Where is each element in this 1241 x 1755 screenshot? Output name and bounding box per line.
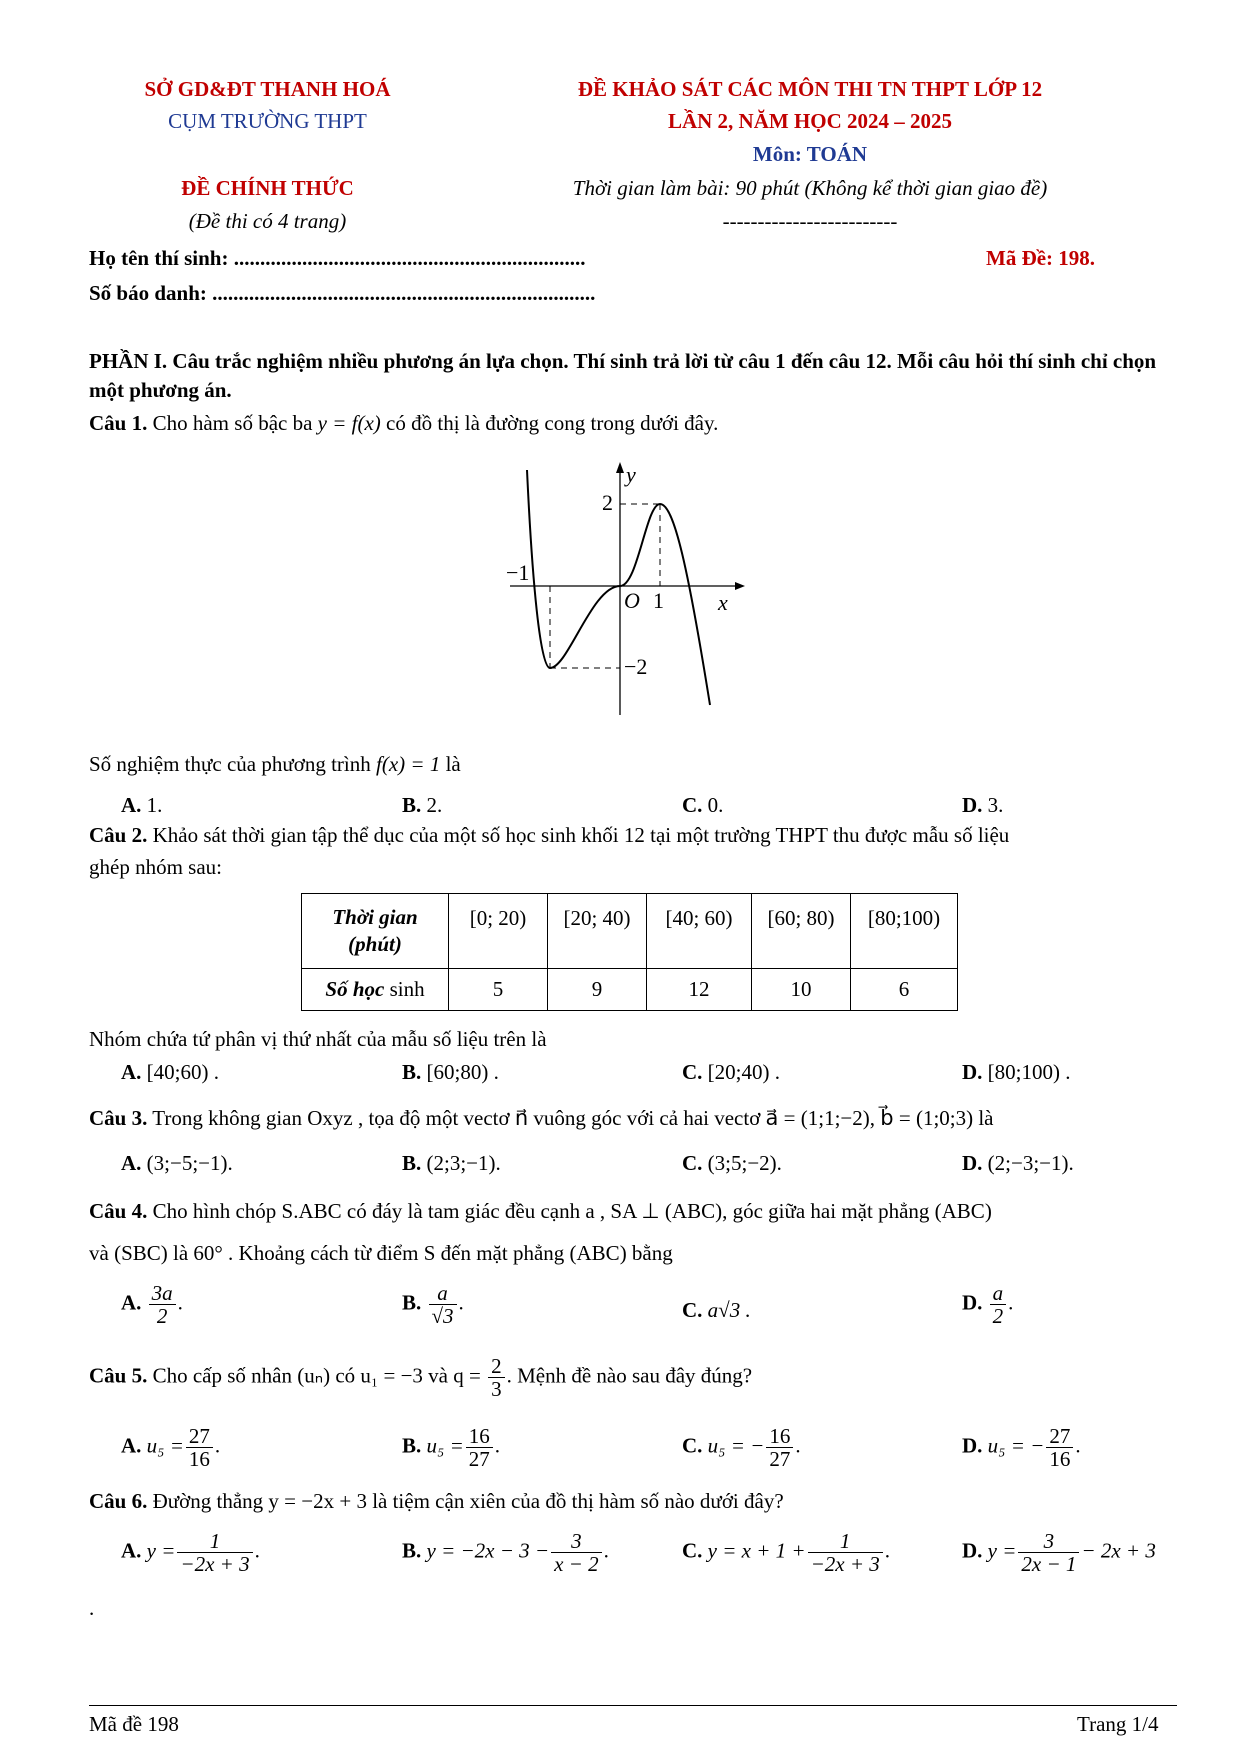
header-unit: (phút) [348, 932, 402, 956]
q6-option-a[interactable] [121, 1530, 260, 1575]
numerator: 1 [808, 1530, 883, 1553]
option-text: (2;3;−1). [426, 1151, 501, 1175]
fraction [1018, 1530, 1079, 1575]
question-text: có đồ thị là đường cong trong dưới đây. [386, 411, 719, 435]
question-text: Đường thẳng y = −2x + 3 là tiệm cận xiên của đồ thị hàm số nào dưới đây? [152, 1489, 784, 1513]
denominator: x − 2 [554, 1552, 599, 1577]
q3-option-d[interactable] [962, 1151, 1074, 1176]
footer-divider [89, 1705, 1177, 1706]
question-6 [89, 1489, 784, 1514]
option-tail: . [884, 1538, 890, 1563]
option-letter: B. [402, 1290, 422, 1315]
option-pre: y = x + 1 + [707, 1538, 806, 1563]
q3-option-b[interactable] [402, 1151, 501, 1176]
option-tail: − 2x + 3 [1081, 1538, 1156, 1563]
fraction [149, 1282, 176, 1327]
option-letter: B. [402, 793, 422, 817]
option-pre: u₅ = − [987, 1433, 1045, 1458]
interval-cell: [60; 80) [752, 894, 851, 969]
denominator: 2 [156, 1304, 168, 1329]
option-pre: u₅ = [426, 1433, 464, 1458]
q6-option-c[interactable] [682, 1530, 890, 1575]
footer-exam-code: Mã đề 198 [89, 1712, 179, 1736]
fraction [808, 1530, 883, 1575]
q2-prompt: Nhóm chứa tứ phân vị thứ nhất của mẫu số liệu trên là [89, 1027, 547, 1051]
denominator: 3 [491, 1377, 502, 1402]
option-pre: y = [987, 1538, 1017, 1563]
option-letter: D. [962, 1151, 983, 1175]
option-letter: A. [121, 1151, 142, 1175]
option-text: a√3 . [707, 1298, 751, 1322]
fraction [990, 1282, 1007, 1327]
denominator: 2x − 1 [1021, 1552, 1077, 1577]
stray-dot: . [89, 1596, 95, 1620]
q5-option-a[interactable] [121, 1425, 220, 1470]
question-text: Khảo sát thời gian tập thể dục của một số học sinh khối 12 tại một trường THPT thu được mẫu số liệu [152, 823, 1010, 847]
row-label-plain: sinh [389, 977, 425, 1001]
option-tail: . [603, 1538, 609, 1563]
count-cell: 6 [851, 969, 958, 1011]
question-text: Cho hình chóp S.ABC có đáy là tam giác đều cạnh a , SA ⊥ (ABC), góc giữa hai mặt phẳng (ABC) [152, 1199, 992, 1223]
count-cell: 9 [548, 969, 647, 1011]
subject-label: Môn: TOÁN [752, 142, 868, 166]
interval-cell: [0; 20) [449, 894, 548, 969]
option-letter: C. [682, 1538, 703, 1563]
option-letter: D. [962, 1433, 983, 1458]
question-1 [89, 411, 718, 436]
question-4 [89, 1199, 992, 1224]
option-letter: A. [121, 1538, 142, 1563]
question-label: Câu 1. [89, 411, 148, 435]
q4-option-b[interactable] [402, 1282, 464, 1327]
q5-option-d[interactable] [962, 1425, 1081, 1470]
option-letter: C. [682, 1060, 703, 1084]
option-letter: D. [962, 793, 983, 817]
denominator: 16 [1049, 1447, 1071, 1472]
fraction [766, 1425, 793, 1470]
question-label: Câu 2. [89, 823, 148, 847]
question-2 [89, 823, 1009, 848]
option-text: 2. [426, 793, 443, 817]
option-tail: . [494, 1433, 500, 1458]
option-tail: . [1075, 1433, 1081, 1458]
cubic-function-graph [506, 458, 770, 718]
q5-option-b[interactable] [402, 1425, 500, 1470]
q2-option-d[interactable] [962, 1060, 1071, 1085]
question-text: Cho hàm số bậc ba [152, 411, 313, 435]
fraction [177, 1530, 252, 1575]
x-axis-label: x [718, 590, 728, 615]
numerator: 3 [1018, 1530, 1079, 1553]
denominator: −2x + 3 [180, 1552, 250, 1577]
fraction [1046, 1425, 1073, 1470]
option-text: [20;40) . [707, 1060, 780, 1084]
question-text: Số nghiệm thực của phương trình [89, 752, 371, 776]
numerator: 27 [186, 1425, 213, 1448]
option-text: [60;80) . [426, 1060, 499, 1084]
question-2-cont: ghép nhóm sau: [89, 855, 222, 879]
option-letter: D. [962, 1290, 983, 1315]
q3-option-a[interactable] [121, 1151, 233, 1176]
q4-option-a[interactable] [121, 1282, 183, 1327]
y-tick-neg2: −2 [624, 654, 648, 679]
school-dept: SỞ GD&ĐT THANH HOÁ [144, 77, 391, 101]
option-tail: . [1008, 1290, 1014, 1315]
y-tick-2: 2 [602, 490, 613, 515]
denominator: 2 [992, 1304, 1004, 1329]
question-label: Câu 5. [89, 1363, 148, 1388]
option-tail: . [795, 1433, 801, 1458]
denominator: 27 [769, 1447, 791, 1472]
exam-round: LẦN 2, NĂM HỌC 2024 – 2025 [667, 109, 953, 133]
numerator: a [429, 1282, 457, 1305]
q2-option-b[interactable] [402, 1060, 499, 1085]
denominator: 16 [188, 1447, 210, 1472]
numerator: 27 [1046, 1425, 1073, 1448]
q2-option-a[interactable] [121, 1060, 219, 1085]
denominator: √3 [431, 1304, 454, 1329]
numerator: 3 [551, 1530, 602, 1553]
fraction [488, 1355, 505, 1400]
school-cluster: CỤM TRƯỜNG THPT [168, 109, 367, 133]
option-tail: . [458, 1290, 464, 1315]
q3-option-c[interactable] [682, 1151, 782, 1176]
grouped-data-table [301, 893, 958, 1011]
q5-option-c[interactable] [682, 1425, 801, 1470]
section-heading: PHẦN I. Câu trắc nghiệm nhiều phương án lựa chọn. Thí sinh trả lời từ câu 1 đến câu 12. Mỗi câu hỏi thí sinh chỉ chọn một phương án. [89, 349, 1157, 402]
option-letter: D. [962, 1538, 983, 1563]
option-pre: y = [146, 1538, 176, 1563]
numerator: 3a [149, 1282, 176, 1305]
option-text: [80;100) . [987, 1060, 1071, 1084]
math-expr: f(x) = 1 [376, 752, 441, 776]
option-letter: C. [682, 793, 703, 817]
q2-option-c[interactable] [682, 1060, 780, 1085]
row-label-bold: Số học [325, 977, 385, 1001]
option-pre: u₅ = − [707, 1433, 765, 1458]
q4-option-d[interactable] [962, 1282, 1013, 1327]
candidate-number-field: Số báo danh: ......................................................................... [89, 281, 596, 305]
q6-option-b[interactable] [402, 1530, 609, 1575]
x-tick-neg1: −1 [506, 560, 530, 585]
option-letter: C. [682, 1433, 703, 1458]
q1-option-a[interactable] [121, 793, 162, 818]
option-letter: A. [121, 1290, 142, 1315]
option-letter: A. [121, 1433, 142, 1458]
option-tail: . [254, 1538, 260, 1563]
table-header-cell [302, 894, 449, 969]
fraction [466, 1425, 493, 1470]
option-pre: u₅ = [146, 1433, 184, 1458]
interval-cell: [80;100) [851, 894, 958, 969]
option-text: 1. [146, 793, 163, 817]
q4-option-c[interactable] [682, 1298, 751, 1323]
option-letter: C. [682, 1298, 703, 1322]
interval-cell: [20; 40) [548, 894, 647, 969]
numerator: 16 [466, 1425, 493, 1448]
question-3 [89, 1106, 994, 1131]
option-text: 0. [707, 793, 724, 817]
exam-code: Mã Đề: 198. [986, 246, 1096, 270]
numerator: 16 [766, 1425, 793, 1448]
option-text: (3;−5;−1). [146, 1151, 233, 1175]
count-cell: 5 [449, 969, 548, 1011]
origin-label: O [624, 588, 640, 613]
count-cell: 10 [752, 969, 851, 1011]
option-text: [40;60) . [146, 1060, 219, 1084]
question-label: Câu 6. [89, 1489, 148, 1513]
fraction [186, 1425, 213, 1470]
question-label: Câu 4. [89, 1199, 148, 1223]
q6-option-d[interactable] [962, 1530, 1156, 1575]
option-tail: . [177, 1290, 183, 1315]
denominator: 27 [468, 1447, 490, 1472]
option-text: 3. [987, 793, 1004, 817]
option-text: (2;−3;−1). [987, 1151, 1074, 1175]
numerator: 1 [177, 1530, 252, 1553]
page-count-note: (Đề thi có 4 trang) [188, 209, 347, 233]
numerator: a [990, 1282, 1007, 1305]
fraction [551, 1530, 602, 1575]
candidate-name-field: Họ tên thí sinh: ................................................................... [89, 246, 586, 270]
option-letter: A. [121, 1060, 142, 1084]
option-letter: D. [962, 1060, 983, 1084]
question-label: Câu 3. [89, 1106, 148, 1130]
row-label-cell [302, 969, 449, 1011]
option-letter: C. [682, 1151, 703, 1175]
option-text: (3;5;−2). [707, 1151, 782, 1175]
math-expr: y = f(x) [317, 411, 381, 435]
option-letter: B. [402, 1151, 422, 1175]
count-cell: 12 [647, 969, 752, 1011]
option-letter: A. [121, 793, 142, 817]
question-text: Cho cấp số nhân (uₙ) có u₁ = −3 và q = [152, 1363, 481, 1388]
q1-option-d[interactable] [962, 793, 1003, 818]
question-text: Trong không gian Oxyz , tọa độ một vectơ n⃗ vuông góc với cả hai vectơ a⃗ = (1;1;−2), b⃗ = (1;0;3) là [152, 1106, 994, 1130]
question-text: là [445, 752, 461, 776]
official-label: ĐỀ CHÍNH THỨC [181, 176, 354, 200]
header-divider: ------------------------- [722, 209, 898, 233]
y-axis-label: y [626, 462, 636, 487]
exam-title: ĐỀ KHẢO SÁT CÁC MÔN THI TN THPT LỚP 12 [577, 77, 1043, 101]
numerator: 2 [488, 1355, 505, 1378]
option-letter: B. [402, 1538, 422, 1563]
x-tick-1: 1 [653, 588, 664, 613]
option-letter: B. [402, 1433, 422, 1458]
time-limit: Thời gian làm bài: 90 phút (Không kể thời gian giao đề) [572, 176, 1048, 200]
q1-option-c[interactable] [682, 793, 723, 818]
question-text: . Mệnh đề nào sau đây đúng? [506, 1363, 753, 1388]
q1-option-b[interactable] [402, 793, 442, 818]
question-5 [89, 1355, 752, 1400]
interval-cell: [40; 60) [647, 894, 752, 969]
header-time: Thời gian [332, 905, 418, 929]
q1-prompt [89, 752, 461, 777]
option-pre: y = −2x − 3 − [426, 1538, 550, 1563]
question-4-cont: và (SBC) là 60° . Khoảng cách từ điểm S đến mặt phẳng (ABC) bằng [89, 1241, 673, 1265]
option-letter: B. [402, 1060, 422, 1084]
fraction [429, 1282, 457, 1327]
footer-page-number: Trang 1/4 [1077, 1712, 1159, 1736]
option-tail: . [214, 1433, 221, 1458]
denominator: −2x + 3 [810, 1552, 880, 1577]
